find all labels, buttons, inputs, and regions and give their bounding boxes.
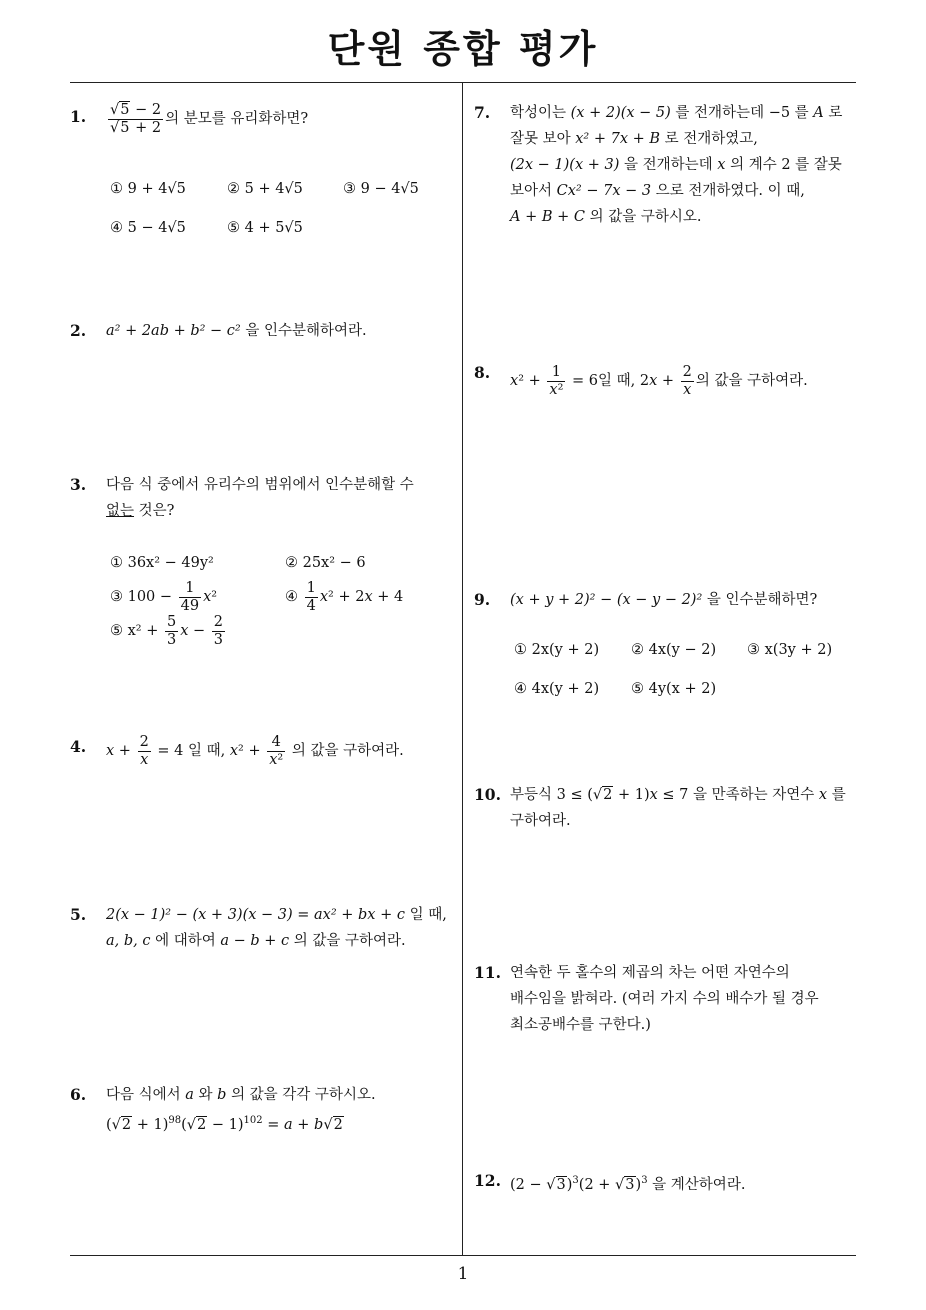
- problem-text: 일 때,: [188, 743, 226, 760]
- fraction: $\frac{√5 - 2}{√5 + 2}$: [110, 102, 162, 136]
- option-1: ① 9 + 4√5: [110, 181, 186, 197]
- math-expression: (x + y + 2)² − (x − y − 2)²: [510, 592, 703, 608]
- problem-text: 일 때,: [409, 907, 447, 923]
- problem-text: 의 값을 구하여라.: [291, 743, 404, 760]
- problem-text: 일 때,: [597, 373, 636, 390]
- option-3: ③ 100 −: [110, 589, 173, 606]
- problem-text: 것은?: [134, 503, 175, 519]
- problem-number: 7.: [474, 103, 491, 122]
- problem-text: 을 인수분해하여라.: [245, 323, 367, 339]
- problem-number: 11.: [474, 963, 501, 982]
- problem-text: 에 대하여: [155, 933, 216, 949]
- math-expression: a, b, c: [106, 933, 151, 949]
- option-4: ④: [285, 589, 298, 606]
- problem-number: 12.: [474, 1171, 501, 1190]
- top-rule: [70, 82, 856, 83]
- option-4: ④ 4x(y + 2): [514, 681, 600, 697]
- math-expression: 2(x − 1)² − (x + 3)(x − 3) = ax² + bx + c: [106, 907, 405, 923]
- option-2: ② 25x² − 6: [285, 555, 366, 571]
- option-3: ③ 9 − 4√5: [343, 181, 419, 197]
- math-var: a: [185, 1087, 194, 1103]
- problem-text: 의 값을 각각 구하시오.: [231, 1087, 376, 1103]
- problem-number: 4.: [70, 737, 87, 756]
- page-title: 단원 종합 평가: [327, 27, 599, 71]
- problem-text: 다음 식에서: [106, 1087, 181, 1103]
- problem-number: 10.: [474, 785, 501, 804]
- problem-text: 다음 식 중에서 유리수의 범위에서 인수분해할 수: [106, 477, 414, 493]
- option-2: ② 4x(y − 2): [631, 642, 717, 658]
- option-1: ① 36x² − 49y²: [110, 555, 214, 571]
- option-4: ④ 5 − 4√5: [110, 220, 186, 236]
- option-1: ① 2x(y + 2): [514, 642, 600, 658]
- option-2: ② 5 + 4√5: [227, 181, 303, 197]
- problem-text: 와: [198, 1087, 213, 1103]
- math-expression: a − b + c: [220, 933, 290, 949]
- problem-number: 6.: [70, 1085, 87, 1104]
- problem-number: 3.: [70, 475, 87, 494]
- option-3: ③ x(3y + 2): [747, 642, 833, 658]
- problem-text: 을 인수분해하면?: [706, 592, 818, 608]
- page-number: 1: [457, 1264, 469, 1284]
- problem-number: 1.: [70, 107, 87, 126]
- math-expression: $(√2 + 1)^{98}(√2 - 1)^{102} = a + b√2$: [106, 1115, 343, 1133]
- problem-number: 9.: [474, 590, 491, 609]
- problem-text: 의 분모를 유리화하면?: [165, 111, 309, 128]
- column-divider: [462, 82, 463, 1255]
- math-var: b: [217, 1087, 227, 1103]
- problem-text: 을 계산하여라.: [652, 1176, 746, 1193]
- underlined-word: 없는: [106, 503, 135, 519]
- problem-text: 의 값을 구하여라.: [695, 373, 808, 390]
- option-5: ⑤ 4y(x + 2): [631, 681, 717, 697]
- bottom-rule: [70, 1255, 856, 1256]
- option-5: ⑤ 4 + 5√5: [227, 220, 303, 236]
- problem-number: 8.: [474, 363, 491, 382]
- problem-number: 2.: [70, 321, 87, 340]
- option-5: ⑤ x² +: [110, 623, 159, 640]
- math-expression: a² + 2ab + b² − c²: [106, 323, 241, 339]
- problem-number: 5.: [70, 905, 87, 924]
- problem-text: 의 값을 구하여라.: [293, 933, 406, 949]
